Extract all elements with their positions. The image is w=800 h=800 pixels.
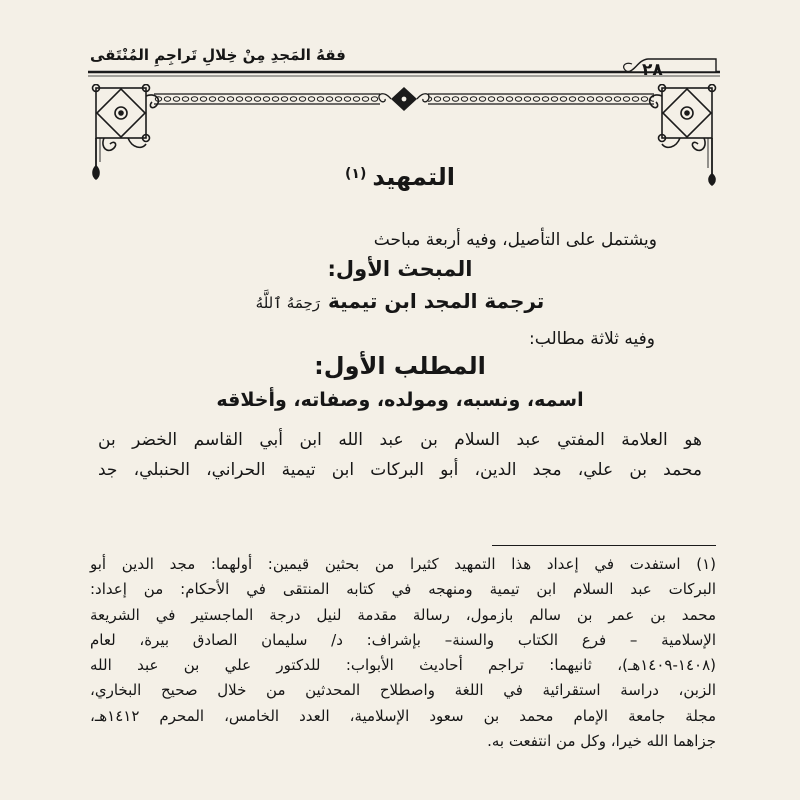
footnotes xyxy=(90,552,716,754)
chapter-title xyxy=(0,158,800,193)
honorific-phrase: رَحِمَهُ ٱللَّهُ xyxy=(255,294,321,312)
footnote-line: الزبن، دراسة استقرائية في اللغة واصطلاح المحدثين من خلال صحيح البخاري، xyxy=(90,681,716,700)
subsection-label: المطلب الأول: xyxy=(314,352,486,380)
chapter-intro: ويشتمل على التأصيل، وفيه أربعة مباحث xyxy=(373,230,657,250)
footnote-reference: (١) xyxy=(345,166,367,182)
footnote-line: محمد بن عمر بن سالم بازمول، رسالة مقدمة لنيل درجة الماجستير في الشريعة xyxy=(90,605,716,624)
body-text-line: هو العلامة المفتي عبد السلام بن عبد الله ابن أبي القاسم الخضر بن xyxy=(98,430,702,450)
section-title-text: ترجمة المجد ابن تيمية xyxy=(328,289,545,313)
section-intro: وفيه ثلاثة مطالب: xyxy=(529,329,655,349)
subsection-title: اسمه، ونسبه، ومولده، وصفاته، وأخلاقه xyxy=(216,389,584,411)
footnote-line: (١٤٠٨-١٤٠٩هـ)، ثانيهما: تراجم أحاديث الأبواب: للدكتور علي بن عبد الله xyxy=(90,656,716,675)
footnote-line: (١) استفدت في إعداد هذا التمهيد كثيرا من بحثين قيمين: أولهما: مجد الدين أبو xyxy=(90,555,716,573)
footnote-line: البركات عبد السلام ابن تيمية ومنهجه في كتابه المنتقى في الأحكام: من إعداد: xyxy=(90,580,716,599)
section-title xyxy=(0,287,800,317)
footnote-line: جزاهما الله خيرا، وكل من انتفعت به. xyxy=(487,732,716,751)
page-number-ribbon xyxy=(624,59,716,72)
body-text-line: محمد بن علي، مجد الدين، أبو البركات ابن تيمية الحراني، الحنبلي، جد xyxy=(98,460,702,480)
footnote-line: الإسلامية – فرع الكتاب والسنة– بإشراف: د/ سليمان الصادق بيرة، لعام xyxy=(90,630,716,649)
top-border-band xyxy=(154,87,654,111)
center-ornament xyxy=(379,87,429,111)
chapter-title-text: التمهيد xyxy=(372,163,455,191)
running-header-title: فقهُ المَجدِ مِنْ خِلالِ تَراجِمِ المُنْتَقى xyxy=(90,46,346,64)
footnote-separator xyxy=(492,545,716,546)
section-label: المبحث الأول: xyxy=(327,257,473,281)
header-rule xyxy=(88,56,720,86)
footnote-line: مجلة جامعة الإمام محمد بن سعود الإسلامية، العدد الخامس، المحرم ١٤١٢هـ، xyxy=(90,706,716,725)
page-number: ٢٨ xyxy=(642,60,663,80)
